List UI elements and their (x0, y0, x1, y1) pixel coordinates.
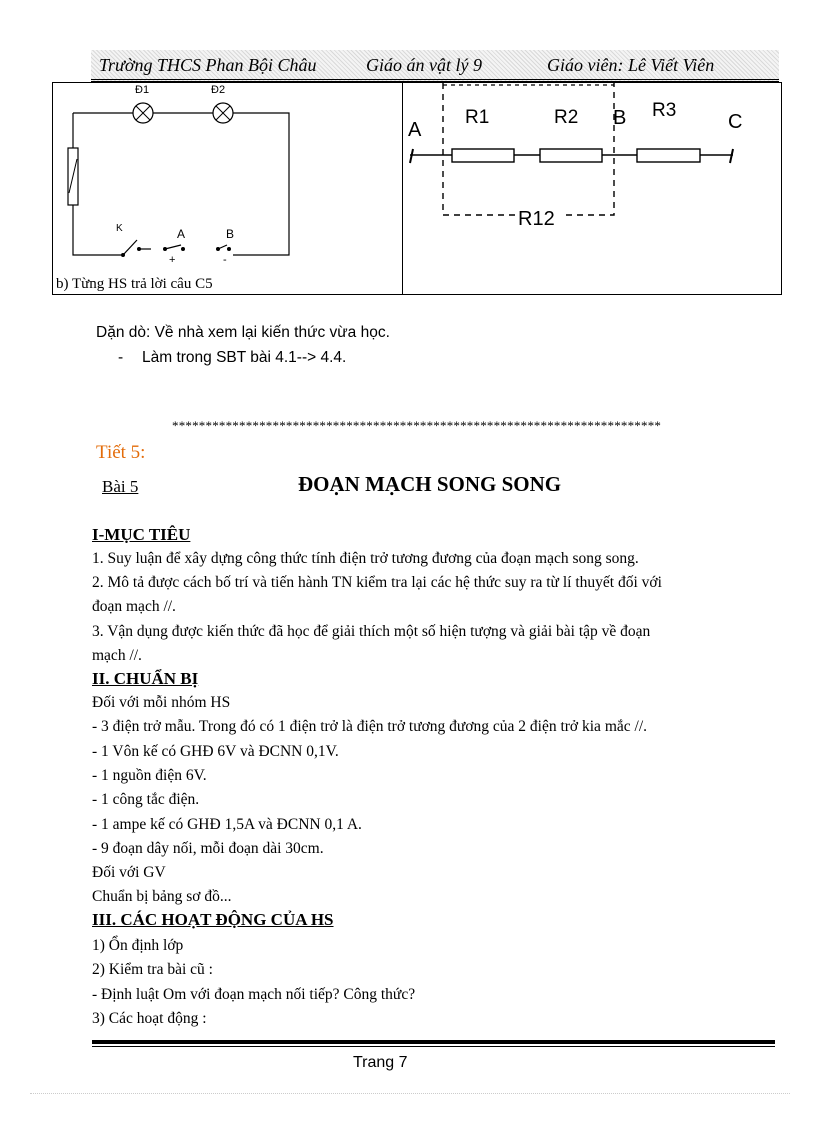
lesson-number: Bài 5 (102, 477, 139, 496)
header-subject: Giáo án vật lý 9 (366, 55, 482, 75)
activity-item: 2) Kiểm tra bài cũ : (92, 961, 213, 978)
plus-label: + (169, 254, 176, 266)
r1-label: R1 (465, 107, 490, 128)
lesson-period: Tiết 5: (96, 442, 146, 463)
r2-label: R2 (554, 107, 579, 128)
lamp-1-icon (133, 103, 153, 123)
switch-icon (121, 240, 151, 257)
activity-item: - Định luật Om với đoạn mạch nối tiếp? Công thức? (92, 986, 416, 1003)
objective-1: 1. Suy luận để xây dựng công thức tính điện trở tương đương của đoạn mạch song song. (92, 550, 639, 567)
r3-label: R3 (652, 100, 677, 121)
circuit-diagram-right (403, 83, 781, 293)
prep-item: - 3 điện trở mẫu. Trong đó có 1 điện trở là điện trở tương đương của 2 điện trở kia mắc //. (92, 718, 647, 735)
section-2-heading: II. CHUẨN BỊ (92, 669, 199, 688)
header-school: Trường THCS Phan Bội Châu (99, 55, 317, 75)
lesson-title: ĐOẠN MẠCH SONG SONG (298, 472, 562, 496)
gv-label: Đối với GV (92, 864, 166, 881)
prep-item: - 1 Vôn kế có GHĐ 6V và ĐCNN 0,1V. (92, 743, 339, 760)
prep-item: - 9 đoạn dây nối, mỗi đoạn dài 30cm. (92, 840, 324, 857)
lamp-2-icon (213, 103, 233, 123)
section-1-heading: I-MỤC TIÊU (92, 525, 191, 544)
series-point-b: B (613, 107, 627, 129)
circuit-diagram-left (53, 83, 401, 273)
prep-item: - 1 công tắc điện. (92, 791, 200, 808)
homework-line-1: Dặn dò: Về nhà xem lại kiến thức vừa học. (96, 324, 390, 341)
series-point-a: A (408, 119, 422, 141)
page-number: Trang 7 (353, 1054, 408, 1071)
gv-item: Chuẩn bị bảng sơ đồ... (92, 888, 232, 905)
r12-label: R12 (518, 208, 555, 230)
activity-item: 1) Ổn định lớp (92, 937, 184, 954)
prep-item: - 1 ampe kế có GHĐ 1,5A và ĐCNN 0,1 A. (92, 816, 362, 833)
lamp-1-label: Đ1 (135, 84, 150, 96)
resistor-r1-icon (452, 149, 514, 162)
header-teacher: Giáo viên: Lê Viết Viên (547, 55, 715, 75)
activity-item: 3) Các hoạt động : (92, 1010, 207, 1027)
minus-label: - (223, 254, 227, 266)
objective-3b: mạch //. (92, 647, 142, 664)
caption-left: b) Từng HS trả lời câu C5 (56, 276, 213, 292)
group-label: Đối với mỗi nhóm HS (92, 694, 231, 711)
point-b-label: B (226, 227, 235, 241)
footer-rule-thin (92, 1046, 775, 1047)
point-a-label: A (177, 227, 186, 241)
resistor-r2-icon (540, 149, 602, 162)
separator-stars: ************************************************************************* (172, 418, 662, 433)
homework-line-2: Làm trong SBT bài 4.1--> 4.4. (142, 349, 347, 366)
lamp-2-label: Đ2 (211, 84, 226, 96)
objective-2b: đoạn mạch //. (92, 598, 176, 615)
prep-item: - 1 nguồn điện 6V. (92, 767, 207, 784)
footer-rule (92, 1040, 775, 1044)
page-bottom-border (30, 1093, 790, 1094)
section-3-heading: III. CÁC HOẠT ĐỘNG CỦA HS (92, 910, 334, 929)
switch-label: K (116, 223, 123, 234)
series-point-c: C (728, 111, 743, 133)
objective-2a: 2. Mô tả được cách bố trí và tiến hành TN kiểm tra lại các hệ thức suy ra từ lí thuyết đối với (92, 574, 662, 591)
resistor-r3-icon (637, 149, 700, 162)
objective-3a: 3. Vận dụng được kiến thức đã học để giải thích một số hiện tượng và giải bài tập về đoạn (92, 623, 651, 640)
homework-bullet: - (118, 349, 124, 366)
